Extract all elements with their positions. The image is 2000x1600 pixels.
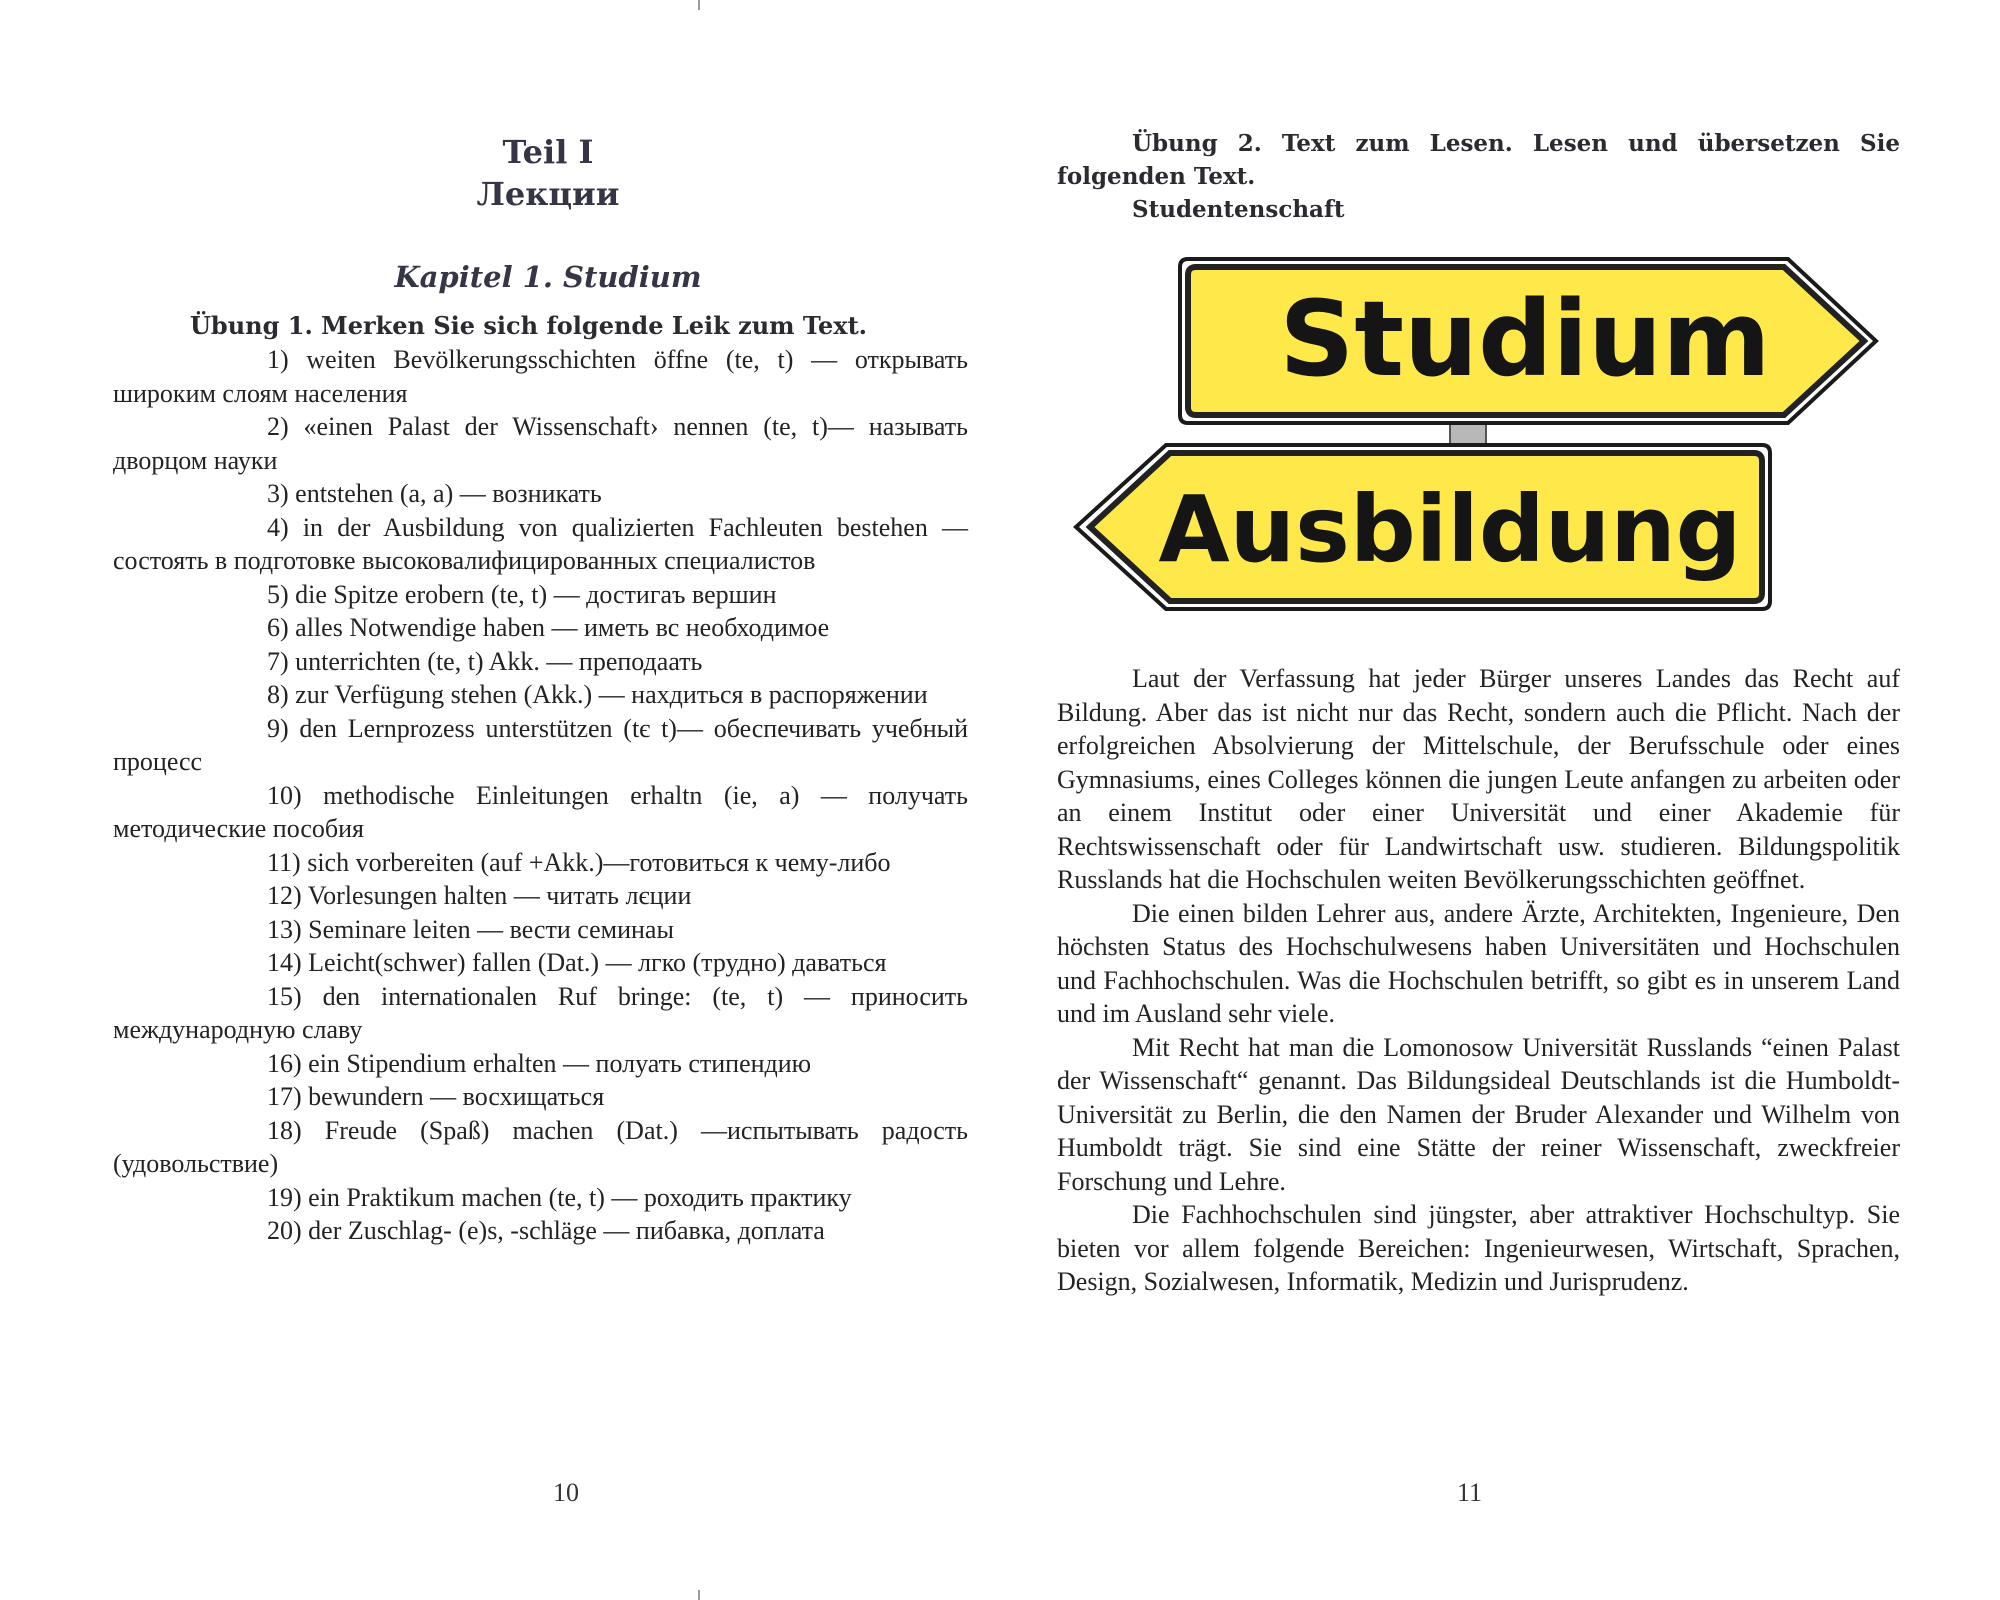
- vocabulary-item: [113, 946, 968, 980]
- vocabulary-item-text: in der Ausbildung von qualizierten Fachleuten bestehen — состоять в подготовке высоковалифицированных специалистов: [113, 512, 968, 575]
- vocabulary-item-text: Seminare leiten — вести семинаы: [308, 914, 674, 944]
- vocabulary-item-number: 1): [267, 345, 289, 374]
- vocabulary-item-number: 7): [267, 646, 289, 676]
- vocabulary-item: [113, 712, 968, 779]
- vocabulary-item-number: 4): [267, 512, 289, 542]
- sign-studium: [1180, 259, 1876, 423]
- vocabulary-item: [113, 1047, 968, 1081]
- vocabulary-item: [113, 846, 968, 880]
- vocabulary-item: [113, 578, 968, 612]
- direction-signs-image: [1070, 255, 1880, 635]
- reading-text: [1057, 662, 1900, 1299]
- vocabulary-item-text: unterrichten (te, t) Akk. — преподаать: [295, 646, 703, 676]
- vocabulary-item-number: 9): [267, 713, 289, 743]
- vocabulary-item: [113, 477, 968, 511]
- vocabulary-item-number: 11): [267, 847, 301, 877]
- vocabulary-item-number: 14): [267, 948, 302, 977]
- exercise-2-heading: Übung 2. Text zum Lesen. Lesen und übersetzen Sie folgenden Text.: [1057, 130, 1900, 190]
- vocabulary-item: [113, 1114, 968, 1181]
- vocabulary-item-text: den Lernprozess unterstützen (tє t)— обеспечивать учебный процесс: [113, 713, 968, 776]
- vocabulary-item-text: zur Verfügung stehen (Akk.) — нахдиться в распоряжении: [295, 680, 928, 709]
- vocabulary-item: [113, 1181, 968, 1215]
- vocabulary-item-number: 16): [267, 1048, 302, 1078]
- vocabulary-item-text: ein Stipendium erhalten — полуать стипендию: [308, 1048, 812, 1078]
- paragraph: Die Fachhochschulen sind jüngster, aber attraktiver Hochschultyp. Sie bieten vor allem folgende Bereichen: Ingenieurwesen, Wirtschaft, Sprachen, Design, Sozialwesen, Informatik, Medizin und Jurisprudenz.: [1057, 1200, 1900, 1296]
- vocabulary-item: [113, 343, 968, 410]
- vocabulary-item: [113, 611, 968, 645]
- vocabulary-item: [113, 879, 968, 913]
- vocabulary-item: [113, 980, 968, 1047]
- sign-pole: [1450, 423, 1486, 445]
- vocabulary-item-number: 20): [267, 1216, 302, 1245]
- vocabulary-item: [113, 410, 968, 477]
- vocabulary-item: [113, 645, 968, 679]
- vocabulary-item-number: 18): [267, 1115, 302, 1145]
- vocabulary-item-text: methodische Einleitungen erhaltn (ie, a) — получать методические пособия: [113, 780, 969, 843]
- vocabulary-item-text: weiten Bevölkerungsschichten öffne (te, t) — открывать широким слоям населения: [113, 345, 969, 408]
- vocabulary-item-text: Vorlesungen halten — читать лєции: [307, 881, 692, 910]
- paragraph: Laut der Verfassung hat jeder Bürger unseres Landes das Recht auf Bildung. Aber das ist nicht nur das Recht, sondern auch die Pflicht. Nach der erfolgreichen Absolvierung der Mittelschule, der Berufsschule oder eines Gymnasiums, eines Colleges können die jungen Leute anfangen zu arbeiten oder an einem Institut oder einer Universität und einer Akademie für Rechtswissenschaft oder für Landwirtschaft usw. studieren. Bildungspolitik Russlands hat die Hochschulen weiten Bevölkerungsschichten geöffnet.: [1057, 664, 1900, 894]
- page-number-left: 10: [553, 1478, 579, 1507]
- vocabulary-item-text: Freude (Spaß) machen (Dat.) —испытывать радость (удовольствие): [113, 1115, 968, 1178]
- vocabulary-item-number: 17): [267, 1082, 302, 1111]
- chapter-title: Kapitel 1. Studium: [394, 260, 702, 294]
- sign-ausbildung: [1076, 445, 1770, 609]
- paragraph: Die einen bilden Lehrer aus, andere Ärzte, Architekten, Ingenieure, Den höchsten Status des Hochschulwesens haben Universitäten und Hochschulen und Fachhochschulen. Was die Hochschulen betrifft, so gibt es in unserem Land und im Ausland sehr viele.: [1057, 898, 1900, 1028]
- page-number-right: 11: [1457, 1478, 1483, 1507]
- vocabulary-item-number: 13): [267, 914, 302, 944]
- part-title: Teil I: [502, 133, 594, 171]
- vocabulary-item: [113, 1214, 968, 1248]
- sign-ausbildung-text: Ausbildung: [1158, 476, 1742, 583]
- vocabulary-item-text: alles Notwendige haben — иметь вс необходимое: [295, 613, 830, 642]
- vocabulary-item-text: der Zuschlag- (e)s, -schläge — пибавка, доплата: [308, 1216, 825, 1245]
- vocabulary-item-text: ein Praktikum machen (te, t) — роходить практику: [308, 1182, 852, 1212]
- sign-studium-text: Studium: [1279, 278, 1771, 400]
- right-page: [1000, 0, 2000, 1600]
- vocabulary-item-text: die Spitze erobern (te, t) — достигаъ вершин: [295, 579, 777, 609]
- vocabulary-item-number: 6): [267, 613, 289, 642]
- exercise-1-heading: Übung 1. Merken Sie sich folgende Leik zum Text.: [190, 311, 868, 340]
- vocabulary-item: [113, 1080, 968, 1114]
- vocabulary-list: [113, 343, 968, 1248]
- text-title: Studentenschaft: [1132, 196, 1345, 223]
- vocabulary-item-number: 12): [267, 881, 302, 910]
- vocabulary-item: [113, 913, 968, 947]
- vocabulary-item-text: bewundern — восхищаться: [308, 1082, 605, 1111]
- part-subtitle: Лекции: [476, 175, 620, 213]
- vocabulary-item-text: den internationalen Ruf bringe: (te, t) — приносить международную славу: [113, 981, 968, 1044]
- paragraph: Mit Recht hat man die Lomonosow Universität Russlands “einen Palast der Wissenschaft“ genannt. Das Bildungsideal Deutschlands ist die Humboldt-Universität zu Berlin, die den Namen der Bruder Alexander und Wilhelm von Humboldt trägt. Sie sind eine Stätte der reiner Wissenschaft, zweckfreier Forschung und Lehre.: [1057, 1032, 1900, 1196]
- vocabulary-item-number: 3): [267, 479, 289, 508]
- vocabulary-item: [113, 678, 968, 712]
- vocabulary-item-number: 19): [267, 1182, 302, 1212]
- vocabulary-item-text: entstehen (a, a) — возникать: [295, 479, 602, 508]
- exercise-2-block: [1057, 127, 1900, 226]
- vocabulary-item: [113, 511, 968, 578]
- vocabulary-item-number: 2): [267, 412, 289, 441]
- vocabulary-item-number: 5): [267, 579, 289, 609]
- vocabulary-item-text: «einen Palast der Wissenschaft› nennen (te, t)— называть дворцом науки: [113, 412, 968, 475]
- vocabulary-item-text: Leicht(schwer) fallen (Dat.) — лгко (трудно) даваться: [308, 948, 887, 977]
- vocabulary-item-text: sich vorbereiten (auf +Akk.)—готовиться к чему-либо: [307, 847, 891, 877]
- vocabulary-item-number: 15): [267, 981, 302, 1011]
- vocabulary-item-number: 8): [267, 680, 289, 709]
- vocabulary-item-number: 10): [267, 780, 302, 810]
- vocabulary-item: [113, 779, 968, 846]
